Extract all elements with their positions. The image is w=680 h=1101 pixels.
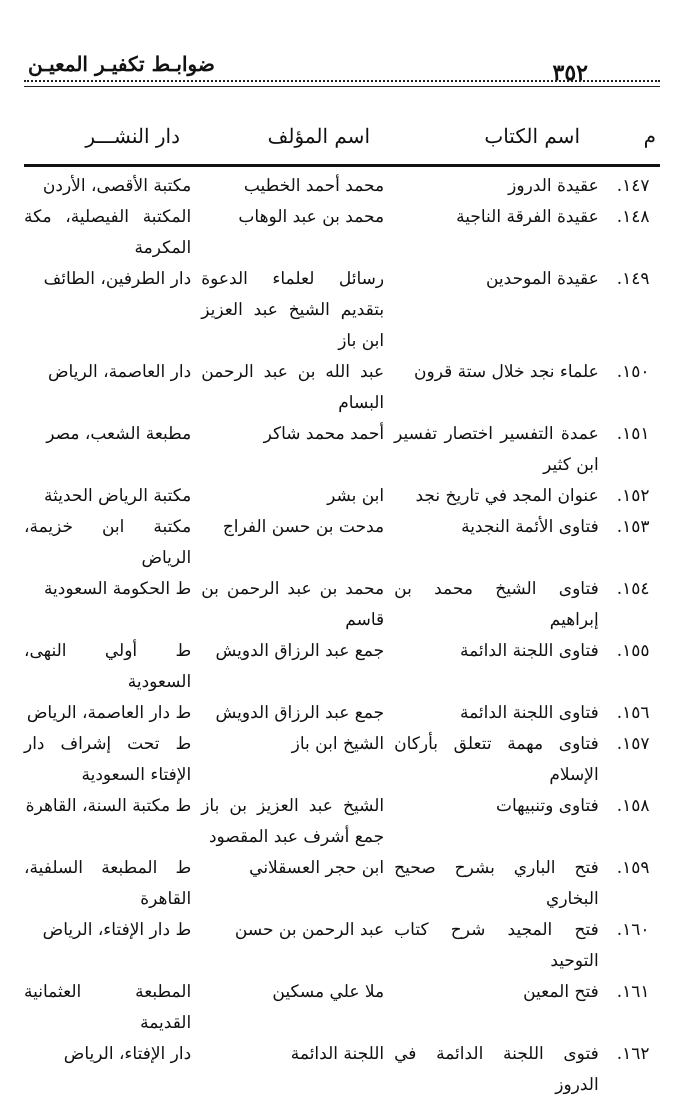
table-header: [24, 124, 660, 164]
running-header: [24, 40, 660, 86]
table-row: [24, 698, 660, 729]
book-page: [24, 40, 660, 1101]
book-title: عنوان المجد في تاريخ نجد: [415, 486, 599, 506]
table-row: [24, 419, 660, 481]
book-publisher: ط المطبعة السلفية، القاهرة: [24, 858, 192, 909]
table-row: [24, 915, 660, 977]
book-title: فتح الباري بشرح صحيح البخاري: [394, 858, 599, 909]
book-author: محمد بن عبد الرحمن بن قاسم: [201, 579, 385, 630]
entry-number: ١٥٨.: [616, 796, 650, 816]
book-author: جمع عبد الرزاق الدويش: [215, 703, 385, 723]
book-title: فتاوى مهمة تتعلق بأركان الإسلام: [394, 734, 599, 785]
book-publisher: مكتبة ابن خزيمة، الرياض: [24, 517, 192, 568]
entry-number: ١٤٧.: [616, 176, 650, 196]
table-row: [24, 512, 660, 574]
book-title: فتاوى اللجنة الدائمة: [459, 703, 599, 723]
book-author: مدحت بن حسن الفراج: [222, 517, 385, 537]
column-publisher-header: دار النشـــر: [85, 124, 180, 148]
book-publisher: مكتبة الرياض الحديثة: [44, 486, 192, 506]
entry-number: ١٥٠.: [616, 362, 650, 382]
book-title: علماء نجد خلال ستة قرون: [414, 362, 599, 382]
book-publisher: دار العاصمة، الرياض: [47, 362, 192, 382]
table-row: [24, 171, 660, 202]
book-publisher: ط دار العاصمة، الرياض: [26, 703, 192, 723]
entry-number: ١٦١.: [616, 982, 650, 1002]
book-author: محمد بن عبد الوهاب: [238, 207, 385, 227]
book-title: عمدة التفسير اختصار تفسير ابن كثير: [394, 424, 599, 475]
book-title: فتح المجيد شرح كتاب التوحيد: [394, 920, 599, 971]
book-author: ابن بشر: [327, 486, 385, 506]
column-title-header: اسم الكتاب: [484, 124, 580, 148]
entry-number: ١٤٩.: [616, 269, 650, 289]
book-publisher: المكتبة الفيصلية، مكة المكرمة: [24, 207, 192, 258]
column-number-header: م: [643, 124, 656, 148]
book-title: عقيدة الموحدين: [485, 269, 599, 289]
entry-number: ١٥٧.: [616, 734, 650, 754]
table-row: [24, 636, 660, 698]
book-publisher: ط دار الإفتاء، الرياض: [42, 920, 192, 940]
book-title: فتاوى اللجنة الدائمة: [459, 641, 599, 661]
table-row: [24, 791, 660, 853]
book-publisher: ط أولي النهى، السعودية: [24, 641, 192, 692]
entry-number: ١٥٩.: [616, 858, 650, 878]
table-row: [24, 574, 660, 636]
book-publisher: المطبعة العثمانية القديمة: [24, 982, 192, 1033]
table-row: [24, 853, 660, 915]
entry-number: ١٤٨.: [616, 207, 650, 227]
book-publisher: ط الحكومة السعودية: [43, 579, 192, 599]
column-author-header: اسم المؤلف: [267, 124, 370, 148]
header-divider: [24, 80, 660, 87]
page-number: ٣٥٢: [552, 60, 588, 86]
book-author: عبد الله بن عبد الرحمن البسام: [201, 362, 385, 413]
entry-number: ١٥٣.: [616, 517, 650, 537]
book-publisher: مطبعة الشعب، مصر: [46, 424, 192, 444]
book-title: فتاوى الشيخ محمد بن إبراهيم: [394, 579, 599, 630]
entry-number: ١٥١.: [616, 424, 650, 444]
book-publisher: دار الإفتاء، الرياض: [63, 1044, 192, 1064]
book-author: رسائل لعلماء الدعوة بتقديم الشيخ عبد العزيز ابن باز: [201, 269, 385, 351]
entry-number: ١٦٢.: [616, 1044, 650, 1064]
book-title: فتوى اللجنة الدائمة في الدروز: [394, 1044, 599, 1095]
book-title: فتاوى الأئمة النجدية: [461, 517, 599, 537]
book-author: جمع عبد الرزاق الدويش: [215, 641, 385, 661]
table-header-rule: [24, 164, 660, 167]
bibliography-table: [24, 171, 660, 1101]
entry-number: ١٥٤.: [616, 579, 650, 599]
entry-number: ١٥٢.: [616, 486, 650, 506]
table-row: [24, 729, 660, 791]
book-author: اللجنة الدائمة: [290, 1044, 385, 1064]
book-title: فتاوى وتنبيهات: [496, 796, 599, 816]
entry-number: ١٥٥.: [616, 641, 650, 661]
table-row: [24, 264, 660, 357]
book-author: أحمد محمد شاكر: [263, 424, 385, 444]
book-title: عقيدة الفرقة الناجية: [456, 207, 599, 227]
book-title: عقيدة الدروز: [508, 176, 599, 196]
book-publisher: دار الطرفين، الطائف: [43, 269, 192, 289]
book-author: محمد أحمد الخطيب: [243, 176, 385, 196]
table-row: [24, 357, 660, 419]
entry-number: ١٥٦.: [616, 703, 650, 723]
book-author: عبد الرحمن بن حسن: [234, 920, 385, 940]
book-publisher: مكتبة الأقصى، الأردن: [42, 176, 192, 196]
book-author: الشيخ عبد العزيز بن باز جمع أشرف عبد المقصود: [201, 796, 385, 847]
running-title: ضوابـط تكفيـر المعيـن: [28, 52, 215, 76]
table-row: [24, 202, 660, 264]
book-author: ابن حجر العسقلاني: [249, 858, 385, 878]
book-author: ملا علي مسكين: [272, 982, 385, 1002]
book-author: الشيخ ابن باز: [291, 734, 385, 754]
book-publisher: ط تحت إشراف دار الإفتاء السعودية: [24, 734, 192, 785]
table-row: [24, 481, 660, 512]
book-publisher: ط مكتبة السنة، القاهرة: [25, 796, 192, 816]
table-row: [24, 1039, 660, 1101]
book-title: فتح المعين: [523, 982, 599, 1002]
entry-number: ١٦٠.: [616, 920, 650, 940]
table-row: [24, 977, 660, 1039]
